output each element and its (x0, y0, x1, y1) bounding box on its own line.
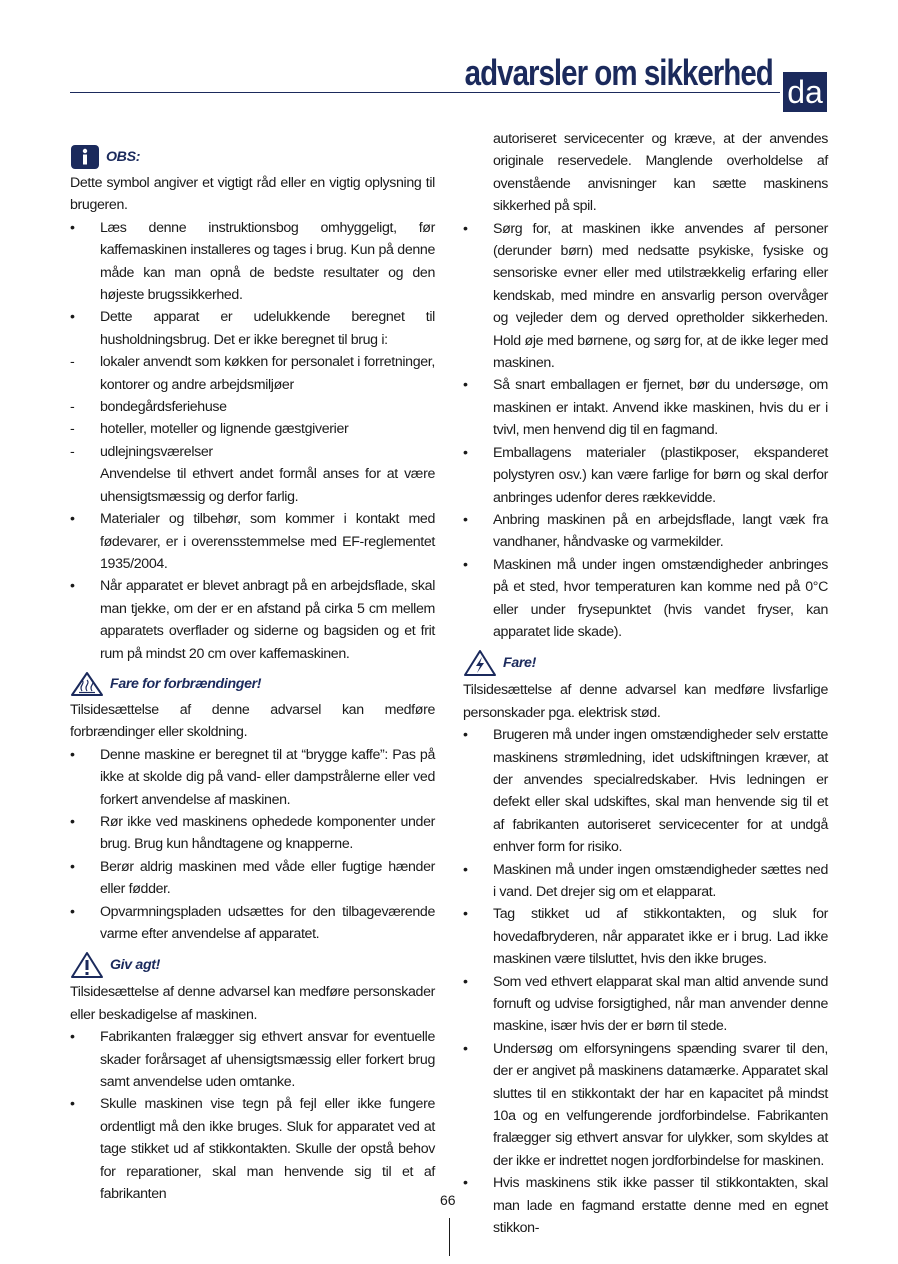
left-list-1 (70, 217, 435, 665)
warning-icon (70, 951, 104, 979)
right-list-1 (463, 218, 828, 644)
list-item: • Dette apparat er udelukkende beregnet til husholdningsbrug. Det er ikke beregnet til brug i: (70, 309, 435, 348)
footer-rule (449, 1218, 450, 1256)
list-item: • Sørg for, at maskinen ikke anvendes af personer (derunder børn) med nedsatte psykiske, fysiske og sensoriske evner eller med utilstrækkelig erfaring eller kendskab, med mindre en ansvarlig person overvåger og vejleder dem og derved opretholder sikkerheden. Hold øje med børnene, og sørg for, at de ikke leger med maskinen. (463, 220, 828, 372)
burn-label: Fare for forbrændinger! (110, 675, 262, 692)
list-item: • Skulle maskinen vise tegn på fejl eller ikke fungere ordentligt må den ikke bruges. Sluk for apparatet ved at tage stikket ud af stikkontakten. Skulle der opstå behov for reparationer, skal man henvende sig til et af fabrikanten (70, 1096, 435, 1203)
list-item: - udlejningsværelser (70, 443, 213, 460)
continued-text: autoriseret servicecenter og kræve, at der anvendes originale reservedele. Manglende overholdelse af ovenstående anvisninger kan sætte maskinens sikkerhed på spil. (493, 131, 828, 215)
list-item: • Hvis maskinens stik ikke passer til stikkontakten, skal man lade en fagmand erstatte denne med en egnet stikkon- (463, 1175, 828, 1237)
list-item: • Som ved ethvert elapparat skal man altid anvende sund fornuft og udvise forsigtighed, når man anvender denne maskine, især hvis der er børn til stede. (463, 973, 828, 1035)
right-column (463, 128, 828, 1240)
list-item: - lokaler anvendt som køkken for personalet i forretninger, kontorer og andre arbejdsmiljøer (70, 354, 435, 393)
page-number: 66 (440, 1192, 456, 1208)
list-item: • Brugeren må under ingen omstændigheder selv erstatte maskinens strømledning, idet udskiftningen kræver, at der anvendes specialredskaber. Hvis ledningen er defekt eller skal udskiftes, skal man henvende sig til et af fabrikanten autoriseret servicecenter for at undgå enhver form for risiko. (463, 727, 828, 856)
list-item: • Berør aldrig maskinen med våde eller fugtige hænder eller fødder. (70, 858, 435, 898)
list-item: • Denne maskine er beregnet til at “brygge kaffe”: Pas på ikke at skolde dig på vand- eller dampstrålerne eller ved forkert anvendelse af maskinen. (70, 746, 435, 808)
list-item: • Fabrikanten fralægger sig ethvert ansvar for eventuelle skader forårsaget af uhensigtsmæssig eller forkert brug samt anvendelse uden omtanke. (70, 1029, 435, 1091)
list-item: • Rør ikke ved maskinens ophedede komponenter under brug. Brug kun håndtagene og knapperne. (70, 813, 435, 853)
list-item: - hoteller, moteller og lignende gæstgiverier (70, 421, 349, 438)
list-item: • Læs denne instruktionsbog omhyggeligt, før kaffemaskinen installeres og tages i brug. Kun på denne måde kan man opnå de bedste resultater og den højeste brugssikkerhed. (70, 219, 435, 304)
left-list-3 (70, 1026, 435, 1205)
obs-label: OBS: (106, 148, 141, 165)
danger-label: Fare! (503, 655, 536, 672)
list-item: • Materialer og tilbehør, som kommer i kontakt med fødevarer, er i overensstemmelse med EF-reglementet 1935/2004. (70, 511, 435, 572)
caution-label: Giv agt! (110, 957, 161, 974)
obs-notice (70, 144, 435, 170)
page-title: advarsler om sikkerhed (464, 52, 773, 93)
electric-shock-icon (463, 649, 497, 677)
burn-text: Tilsidesættelse af denne advarsel kan medføre forbrændinger eller skoldning. (70, 701, 435, 741)
list-item: • Maskinen må under ingen omstændigheder sættes ned i vand. Det drejer sig om et elapparat. (463, 861, 828, 900)
obs-text: Dette symbol angiver et vigtigt råd eller en vigtig oplysning til brugeren. (70, 175, 435, 214)
list-item: - bondegårdsferiehuse (70, 399, 227, 416)
info-icon (70, 144, 100, 170)
list-item: • Tag stikket ud af stikkontakten, og sluk for hovedafbryderen, når apparatet ikke er i brug. Lad ikke maskinen være tilsluttet, hvis den ikke bruges. (463, 906, 828, 968)
list-item: • Emballagens materialer (plastikposer, ekspanderet polystyren osv.) kan være farlige for børn og skal derfor anbringes udenfor deres rækkevidde. (463, 444, 828, 506)
left-list-2 (70, 744, 435, 946)
language-badge: da (783, 72, 827, 112)
hot-surface-icon (70, 671, 104, 697)
list-item: • Så snart emballagen er fjernet, bør du undersøge, om maskinen er intakt. Anvend ikke maskinen, hvis du er i tvivl, men henvend dig til en fagmand. (463, 377, 828, 439)
list-item: • Maskinen må under ingen omstændigheder anbringes på et sted, hvor temperaturen kan komme ned på 0°C eller under frysepunktet (hvis vandet fryser, kan apparatet lide skade). (463, 556, 828, 640)
list-item: • Når apparatet er blevet anbragt på en arbejdsflade, skal man tjekke, om der er en afstand på cirka 5 cm mellem apparatets overflader og siderne og bagsiden og et frit rum på mindst 20 cm over kaffemaskinen. (70, 578, 435, 662)
caution-notice (70, 951, 435, 979)
danger-notice (463, 649, 828, 677)
left-column (70, 138, 435, 1205)
list-item: • Anbring maskinen på en arbejdsflade, langt væk fra vandhaner, håndvaske og varmekilder. (463, 511, 828, 551)
danger-text: Tilsidesættelse af denne advarsel kan medføre livsfarlige personskader pga. elektrisk stød. (463, 682, 828, 721)
burn-notice (70, 671, 435, 697)
right-list-2 (463, 724, 828, 1239)
list-item: Anvendelse til ethvert andet formål anses for at være uhensigtsmæssig og derfor farlig. (100, 466, 435, 505)
list-item: • Undersøg om elforsyningens spænding svarer til den, der er angivet på maskinens datamærke. Apparatet skal sluttes til en stikkontakt der har en kapacitet på mindst 10a og en velfungerende jordforbindelse. Fabrikanten fralægger sig ethvert ansvar for ulykker, som skyldes at der ikke er indrettet nogen jordforbindelse for maskinen. (463, 1040, 828, 1169)
caution-text: Tilsidesættelse af denne advarsel kan medføre personskader eller beskadigelse af maskinen. (70, 984, 435, 1023)
list-item: • Opvarmningspladen udsættes for den tilbageværende varme efter anvendelse af apparatet. (70, 903, 435, 942)
